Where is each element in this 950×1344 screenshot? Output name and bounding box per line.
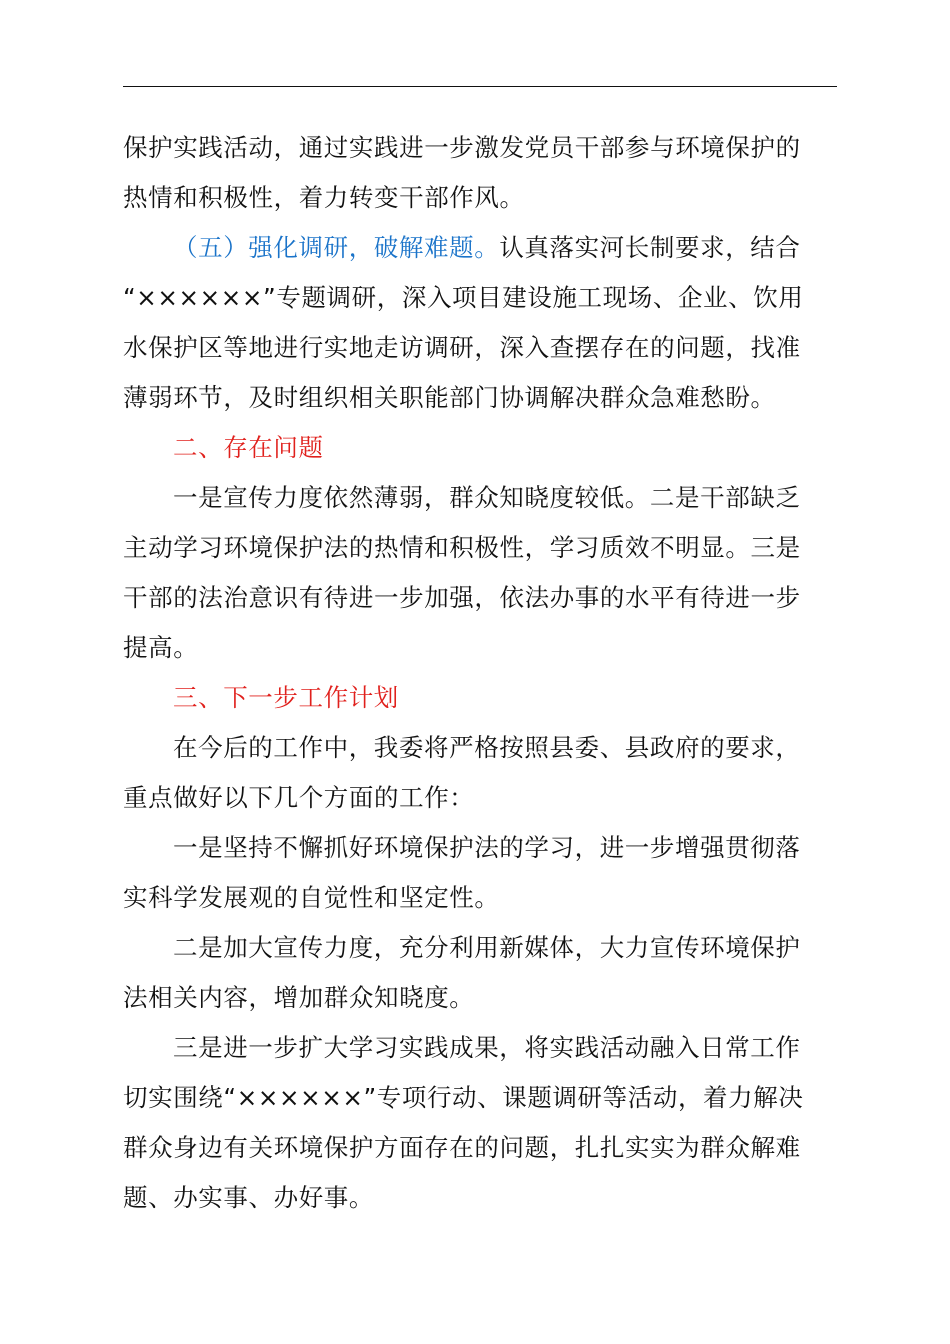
text-line: 保护实践活动，通过实践进一步激发党员干部参与环境保护的	[123, 133, 801, 162]
text-line: 重点做好以下几个方面的工作：	[123, 783, 475, 812]
text-line: 薄弱环节，及时组织相关职能部门协调解决群众急难愁盼。	[123, 383, 776, 412]
text-line: 主动学习环境保护法的热情和积极性，学习质效不明显。三是	[123, 533, 801, 562]
text-line: 切实围绕“××××××”专项行动、课题调研等活动，着力解决	[123, 1083, 804, 1112]
paragraph-plan-intro	[123, 723, 837, 823]
text-line: 一是坚持不懈抓好环境保护法的学习，进一步增强贯彻落	[173, 833, 801, 862]
text-line: 实科学发展观的自觉性和坚定性。	[123, 883, 500, 912]
text-line: 一是宣传力度依然薄弱，群众知晓度较低。二是干部缺乏	[173, 483, 801, 512]
paragraph-plan-three	[123, 1023, 837, 1223]
text-line: 热情和积极性，着力转变干部作风。	[123, 183, 525, 212]
text-line: 法相关内容，增加群众知晓度。	[123, 983, 475, 1012]
text-fragment: 认真落实河长制要求，结合	[499, 233, 801, 262]
section-heading-text: 三、下一步工作计划	[173, 683, 399, 712]
text-line	[123, 223, 837, 273]
text-line: 题、办实事、办好事。	[123, 1183, 374, 1212]
text-line: 群众身边有关环境保护方面存在的问题，扎扎实实为群众解难	[123, 1133, 801, 1162]
paragraph-plan-one	[123, 823, 837, 923]
text-line: 二是加大宣传力度，充分利用新媒体，大力宣传环境保护	[173, 933, 801, 962]
text-line: 三是进一步扩大学习实践成果，将实践活动融入日常工作	[173, 1033, 801, 1062]
section-heading-next-plan	[123, 673, 837, 723]
text-line: 在今后的工作中，我委将严格按照县委、县政府的要求，	[173, 733, 801, 762]
section-heading-text: 二、存在问题	[173, 433, 324, 462]
section-heading-problems	[123, 423, 837, 473]
document-body	[123, 123, 837, 1223]
subsection-heading-research: （五）强化调研，破解难题。	[173, 233, 500, 262]
text-line: 干部的法治意识有待进一步加强，依法办事的水平有待进一步	[123, 583, 801, 612]
text-line: 提高。	[123, 633, 199, 662]
paragraph-research	[123, 223, 837, 423]
paragraph-problems	[123, 473, 837, 673]
paragraph-plan-two	[123, 923, 837, 1023]
text-line: “××××××”专题调研，深入项目建设施工现场、企业、饮用	[123, 283, 804, 312]
paragraph-practice-activity	[123, 123, 837, 223]
text-line: 水保护区等地进行实地走访调研，深入查摆存在的问题，找准	[123, 333, 801, 362]
header-rule	[123, 86, 837, 87]
